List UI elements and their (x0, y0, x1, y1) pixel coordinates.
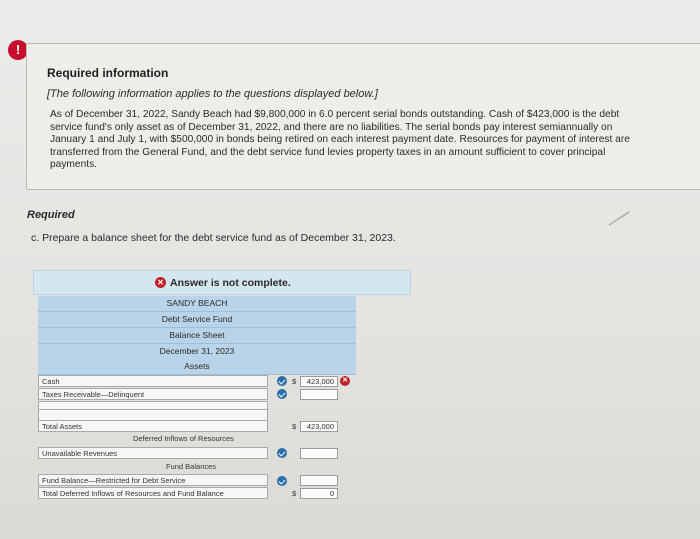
unavailable-revenues-label: Unavailable Revenues (42, 448, 118, 458)
sheet-header-fund: Debt Service Fund (38, 312, 356, 328)
cash-dollar: $ (292, 376, 297, 386)
total-assets-dollar: $ (292, 421, 297, 431)
answer-status-bar (33, 270, 411, 295)
info-title: Required information (47, 66, 169, 80)
fund-balances-header: Fund Balances (166, 462, 217, 471)
info-paragraph: As of December 31, 2022, Sandy Beach had $9,800,000 in 6.0 percent serial bonds outstanding. Cash of $423,000 is the debt service fund's only asset as of December 31, 2022, and there are no liabilities. The serial bonds pay interest semiannually on January 1 and July 1, with $500,000 in bonds being retired on each interest payment date. Resources for payment of interest are transferred from the General Fund, and the debt service fund levies property taxes in an amount sufficient to cover principal payments. (50, 109, 630, 170)
cash-value-input[interactable]: 423,000 (300, 376, 338, 387)
taxes-receivable-value-input[interactable] (300, 389, 338, 400)
cash-label-field[interactable] (38, 375, 268, 387)
required-label: Required (27, 209, 75, 221)
sheet-header-assets: Assets (38, 359, 356, 375)
total-deferred-label: Total Deferred Inflows of Resources and Fund Balance (42, 488, 224, 498)
total-assets-label: Total Assets (42, 421, 83, 431)
alert-icon: ! (8, 40, 28, 60)
sheet-header-statement: Balance Sheet (38, 328, 356, 344)
total-deferred-value: 0 (300, 488, 338, 499)
check-icon (277, 389, 287, 399)
total-deferred-dollar: $ (292, 488, 297, 498)
deferred-inflows-header: Deferred Inflows of Resources (133, 434, 234, 443)
required-information-panel (26, 43, 700, 190)
check-icon (277, 448, 287, 458)
pencil-icon (605, 208, 635, 228)
total-assets-value: 423,000 (300, 421, 338, 432)
error-icon: ✕ (155, 277, 166, 288)
taxes-receivable-label: Taxes Receivable—Delinquent (42, 389, 145, 399)
answer-status-text: Answer is not complete. (170, 276, 291, 289)
sheet-header-date: December 31, 2023 (38, 344, 356, 360)
sheet-header-entity: SANDY BEACH (38, 296, 356, 312)
error-icon: ✕ (340, 376, 350, 386)
required-text: c. Prepare a balance sheet for the debt service fund as of December 31, 2023. (31, 232, 396, 244)
unavailable-revenues-value-input[interactable] (300, 448, 338, 459)
cash-label: Cash (42, 376, 60, 386)
restricted-label: Fund Balance—Restricted for Debt Service (42, 475, 186, 485)
check-icon (277, 376, 287, 386)
check-icon (277, 476, 287, 486)
info-note: [The following information applies to the questions displayed below.] (47, 88, 378, 100)
restricted-value-input[interactable] (300, 475, 338, 486)
